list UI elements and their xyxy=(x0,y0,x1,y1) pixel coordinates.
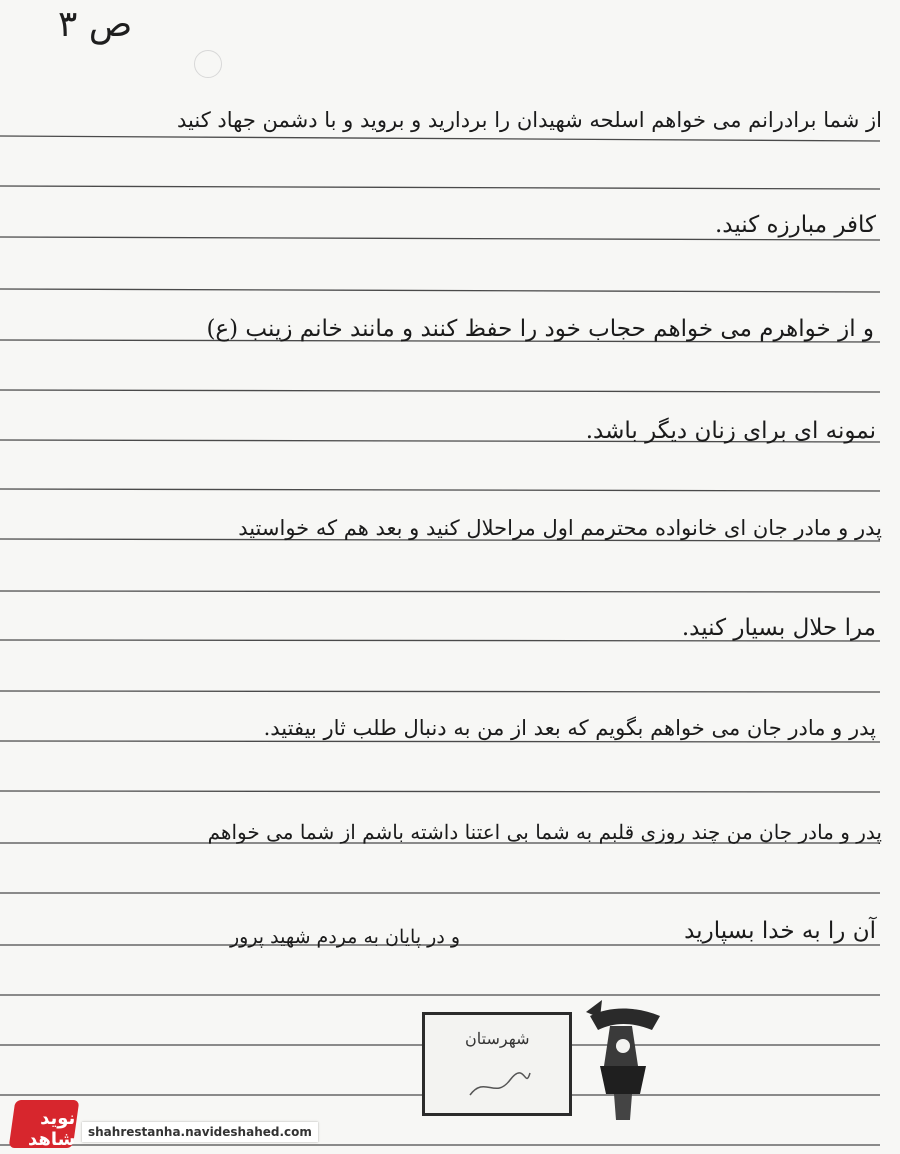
watermark-url: shahrestanha.navideshahed.com xyxy=(82,1122,318,1142)
letter-line-6: مرا حلال بسیار کنید. xyxy=(681,615,876,641)
official-stamp xyxy=(422,1012,572,1116)
letter-line-7: پدر و مادر جان می خواهم بگویم که بعد از من به دنبال طلب ثار بیفتید. xyxy=(263,716,876,740)
letter-line-9: آن را به خدا بسپارید xyxy=(684,918,876,944)
stamp-text: شهرستان xyxy=(465,1029,530,1048)
watermark-logo-text: نوید شاهد xyxy=(27,1108,76,1150)
page-number: ص ۳ xyxy=(58,4,133,45)
foundation-emblem xyxy=(580,996,668,1124)
site-watermark xyxy=(12,1100,312,1150)
letter-line-1: از شما برادرانم می خواهم اسلحه شهیدان را بردارید و بروید و با دشمن جهاد کنید xyxy=(177,108,882,132)
letter-line-10: و در پایان به مردم شهید پرور xyxy=(229,926,460,948)
letter-line-2: کافر مبارزه کنید. xyxy=(714,212,876,238)
letter-line-4: نمونه ای برای زنان دیگر باشد. xyxy=(585,418,876,444)
letter-line-5: پدر و مادر جان ای خانواده محترمم اول مراحلال کنید و بعد هم که خواستید xyxy=(238,516,882,540)
punch-hole xyxy=(194,50,222,78)
navideshahed-logo xyxy=(9,1100,80,1148)
signature-scribble xyxy=(465,1065,535,1105)
letter-line-3: و از خواهرم می خواهم حجاب خود را حفظ کنند و مانند خانم زینب (ع) xyxy=(206,316,874,342)
letter-line-8: پدر و مادر جان من چند روزی قلبم به شما بی اعتنا داشته باشم از شما می خواهم xyxy=(207,820,882,844)
